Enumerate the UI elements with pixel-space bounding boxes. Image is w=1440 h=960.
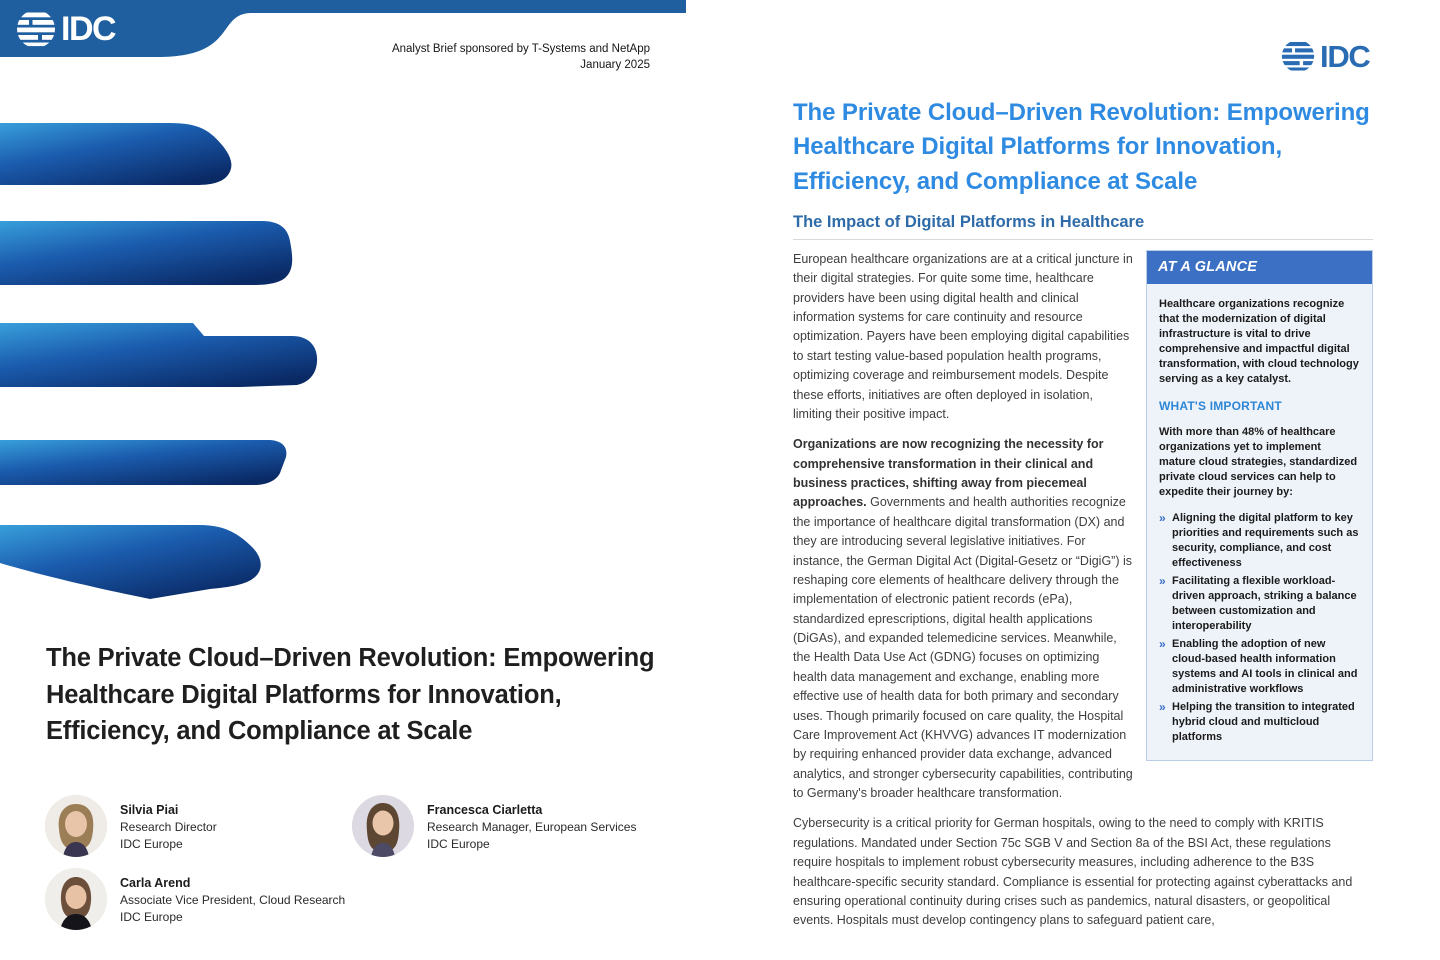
paragraph-3: Cybersecurity is a critical priority for German hospitals, owing to the need to comply with KRITIS regulations. Mandated under Section 75c SGB V and Section 8a of the BSI Act, these regulations require hospitals to implement robust cybersecurity measures, including adherence to the B3S healthcare-specific security standard. Compliance is essential for protecting against cyberattacks and ensuring operational continuity during crises such as pandemics, natural disasters, or geopolitical events. Hospitals must develop contingency plans to safeguard patient care,	[793, 816, 1353, 928]
author-org: IDC Europe	[427, 836, 490, 851]
section-divider	[793, 239, 1373, 240]
author-org: IDC Europe	[120, 909, 183, 924]
author-card	[352, 795, 636, 857]
idc-logo-blue	[1281, 39, 1370, 73]
cover-title: The Private Cloud–Driven Revolution: Empowering Healthcare Digital Platforms for Innovation, Efficiency, and Compliance at Scale	[46, 644, 655, 746]
author-card	[45, 795, 217, 857]
paragraph-2-bold-lead: Organizations are now recognizing the necessity for comprehensive transformation in their clinical and business practices, shifting away from piecemeal approaches.	[793, 437, 1104, 510]
sponsor-note	[330, 41, 650, 73]
person-avatar-icon	[45, 795, 107, 857]
glance-bullet: » Enabling the adoption of new cloud-based health information systems and AI tools in clinical and administrative workflows	[1159, 637, 1360, 697]
idc-globe-icon	[1281, 39, 1315, 73]
at-a-glance-header: AT A GLANCE	[1147, 251, 1372, 284]
author-photo	[45, 795, 107, 857]
person-avatar-icon	[352, 795, 414, 857]
idc-logo-white	[16, 9, 115, 49]
glance-intro: With more than 48% of healthcare organizations yet to implement mature cloud strategies, standardized private cloud services can help to expedite their journey by:	[1159, 426, 1358, 499]
paragraph-1: European healthcare organizations are at a critical juncture in their digital strategies. For quite some time, healthcare providers have been using digital health and clinical information systems for care continuity and resource optimization. Payers have been employing digital capabilities to start testing value-based population health programs, optimizing coverage and reimbursement models. Despite these efforts, initiatives are often deployed in isolation, limiting their positive impact.	[793, 251, 1133, 421]
idc-globe-graphic	[0, 115, 340, 615]
idc-globe-icon	[16, 9, 56, 49]
at-a-glance-box	[1146, 250, 1373, 761]
idc-logo-text: IDC	[61, 10, 116, 48]
glance-bullet-list	[1159, 511, 1360, 744]
idc-logo-text: IDC	[1320, 38, 1370, 74]
author-name: Silvia Piai	[120, 803, 179, 817]
section-heading: The Impact of Digital Platforms in Healthcare	[793, 212, 1145, 231]
author-role: Associate Vice President, Cloud Research	[120, 893, 346, 908]
author-role: Research Director	[120, 820, 217, 835]
glance-bullet: » Aligning the digital platform to key priorities and requirements such as security, compliance, and cost effectiveness	[1159, 511, 1360, 571]
person-avatar-icon	[45, 868, 107, 930]
body-text-flow	[793, 250, 1373, 931]
author-name: Francesca Ciarletta	[427, 803, 543, 817]
date-line: January 2025	[580, 59, 650, 72]
brief-title: The Private Cloud–Driven Revolution: Empowering Healthcare Digital Platforms for Innovation, Efficiency, and Compliance at Scale	[793, 99, 1370, 195]
author-org: IDC Europe	[120, 836, 183, 851]
author-photo	[45, 868, 107, 930]
glance-bullet: » Facilitating a flexible workload-driven approach, striking a balance between customization and interoperability	[1159, 574, 1360, 634]
brief-content	[793, 96, 1373, 942]
glance-bullet: » Helping the transition to integrated hybrid cloud and multicloud platforms	[1159, 700, 1360, 745]
author-name: Carla Arend	[120, 876, 191, 890]
whats-important-label: WHAT'S IMPORTANT	[1159, 399, 1282, 414]
sponsor-line: Analyst Brief sponsored by T-Systems and NetApp	[391, 43, 650, 55]
author-photo	[352, 795, 414, 857]
glance-summary: Healthcare organizations recognize that the modernization of digital infrastructure is vital to drive comprehensive and impactful digital transformation, with cloud technology serving as a key catalyst.	[1159, 298, 1359, 386]
author-card	[45, 868, 345, 930]
paragraph-2-rest: Governments and health authorities recognize the importance of healthcare digital transformation (DX) and they are introducing several legislative initiatives. For instance, the German Digital Act (Digital-Gesetz or “DigiG”) is reshaping core elements of healthcare delivery through the implementation of electronic patient records (ePa), standardized eprescriptions, digital health applications (DiGAs), and expanded telemedicine services. Meanwhile, the Health Data Use Act (GDNG) focuses on optimizing health data management and exchange, enabling more effective use of health data for both primary and secondary uses. Though primarily focused on care quality, the Hospital Care Improvement Act (KHVVG) advances IT modernization by requiring enhanced provider data exchange, advanced analytics, and stronger cybersecurity capabilities, contributing to Germany's broader healthcare transformation.	[793, 495, 1133, 801]
author-role: Research Manager, European Services	[427, 820, 637, 835]
